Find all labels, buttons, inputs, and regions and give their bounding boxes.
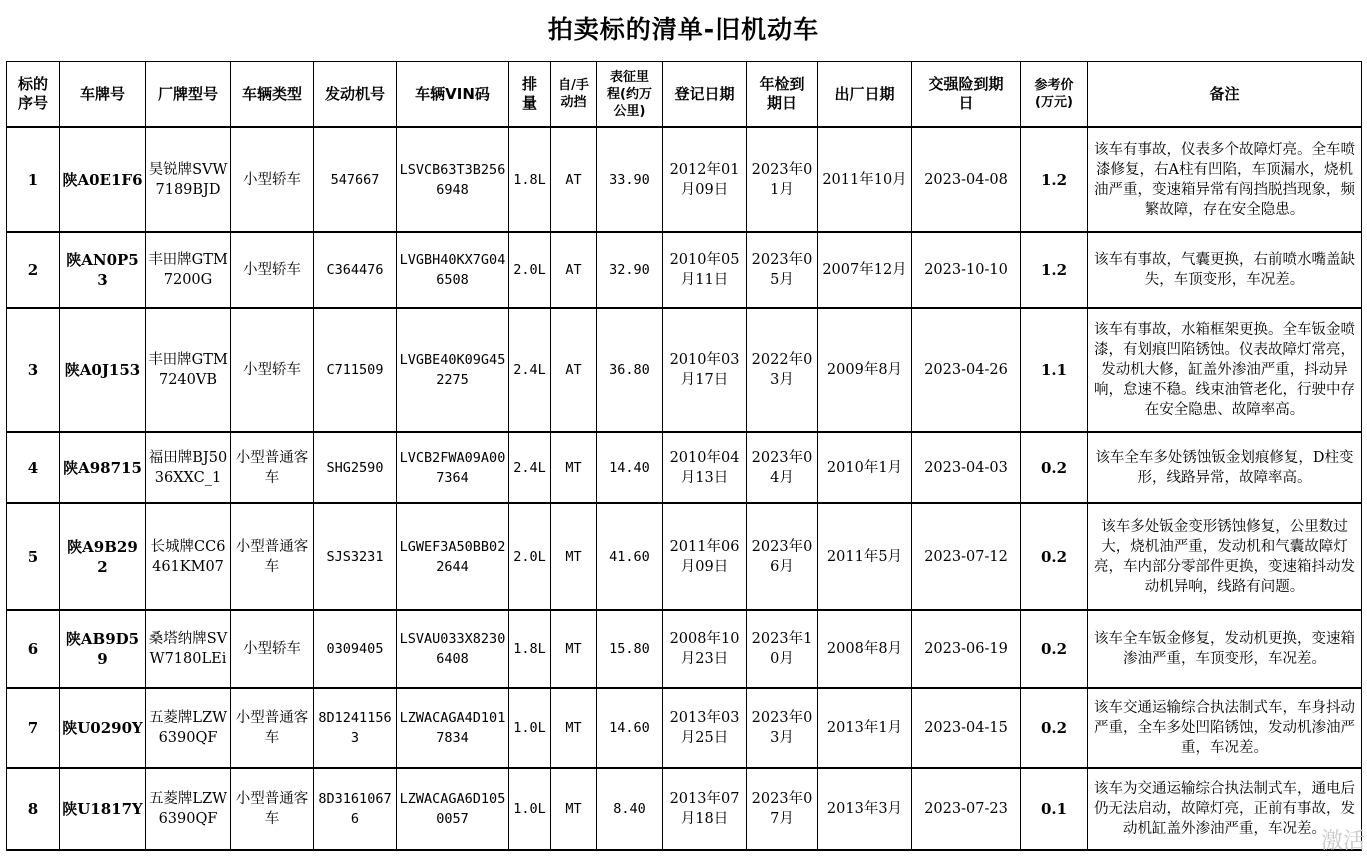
cell-factory-date: 2008年8月: [818, 610, 912, 688]
cell-model: 长城牌CC6461KM07: [146, 503, 231, 610]
cell-engine: SHG2590: [314, 432, 397, 503]
cell-inspection-date: 2023年06月: [747, 503, 818, 610]
cell-engine: C364476: [314, 232, 397, 308]
cell-type: 小型普通客车: [231, 688, 314, 768]
header-note: 备注: [1088, 62, 1362, 128]
table-row: [7, 127, 1362, 232]
cell-register-date: 2013年07月18日: [663, 768, 747, 850]
cell-register-date: 2010年03月17日: [663, 308, 747, 432]
cell-seq: 8: [7, 768, 60, 850]
cell-note: 该车全车多处锈蚀钣金划痕修复，D柱变形，线路异常，故障率高。: [1088, 432, 1362, 503]
cell-type: 小型轿车: [231, 127, 314, 232]
cell-plate: 陕A0E1F6: [60, 127, 146, 232]
cell-note: 该车多处钣金变形锈蚀修复，公里数过大，烧机油严重，发动机和气囊故障灯亮，车内部分零部件更换，变速箱抖动发动机异响，线路有问题。: [1088, 503, 1362, 610]
cell-engine: 547667: [314, 127, 397, 232]
cell-factory-date: 2013年1月: [818, 688, 912, 768]
cell-insurance-date: 2023-04-15: [912, 688, 1021, 768]
table-header-row: [7, 62, 1362, 128]
cell-model: 丰田牌GTM7200G: [146, 232, 231, 308]
cell-gear: MT: [551, 768, 597, 850]
cell-engine: 0309405: [314, 610, 397, 688]
cell-mileage: 15.80: [597, 610, 663, 688]
cell-insurance-date: 2023-06-19: [912, 610, 1021, 688]
cell-vin: LZWACAGA4D1017834: [397, 688, 509, 768]
cell-note: 该车有事故，气囊更换，右前喷水嘴盖缺失，车顶变形，车况差。: [1088, 232, 1362, 308]
cell-price: 1.2: [1021, 127, 1088, 232]
cell-note: 该车有事故，水箱框架更换。全车钣金喷漆，有划痕凹陷锈蚀。仪表故障灯常亮，发动机大修，缸盖外渗油严重，抖动异响，怠速不稳。线束油管老化，行驶中存在安全隐患、故障率高。: [1088, 308, 1362, 432]
cell-mileage: 8.40: [597, 768, 663, 850]
cell-register-date: 2010年05月11日: [663, 232, 747, 308]
header-register: 登记日期: [663, 62, 747, 128]
header-insurance: 交强险到期 日: [912, 62, 1021, 128]
cell-engine: 8D12411563: [314, 688, 397, 768]
cell-type: 小型普通客车: [231, 503, 314, 610]
cell-displacement: 1.8L: [509, 610, 551, 688]
cell-mileage: 32.90: [597, 232, 663, 308]
header-inspection: 年检到 期日: [747, 62, 818, 128]
table-row: [7, 432, 1362, 503]
cell-seq: 2: [7, 232, 60, 308]
cell-factory-date: 2011年5月: [818, 503, 912, 610]
cell-mileage: 41.60: [597, 503, 663, 610]
cell-inspection-date: 2023年03月: [747, 688, 818, 768]
cell-note: 该车为交通运输综合执法制式车，通电后仍无法启动，故障灯亮，正前有事故，发动机缸盖外渗油严重，车况差。: [1088, 768, 1362, 850]
cell-note: 该车有事故，仪表多个故障灯亮。全车喷漆修复，右A柱有凹陷，车顶漏水，烧机油严重，变速箱异常有闯挡脱挡现象，频繁故障，存在安全隐患。: [1088, 127, 1362, 232]
cell-type: 小型轿车: [231, 232, 314, 308]
cell-inspection-date: 2022年03月: [747, 308, 818, 432]
cell-displacement: 1.0L: [509, 688, 551, 768]
page-title: 拍卖标的清单-旧机动车: [547, 15, 820, 44]
cell-gear: AT: [551, 127, 597, 232]
cell-model: 昊锐牌SVW7189BJD: [146, 127, 231, 232]
cell-plate: 陕A0J153: [60, 308, 146, 432]
cell-mileage: 14.60: [597, 688, 663, 768]
cell-plate: 陕A98715: [60, 432, 146, 503]
cell-insurance-date: 2023-10-10: [912, 232, 1021, 308]
cell-factory-date: 2010年1月: [818, 432, 912, 503]
header-displacement: 排 量: [509, 62, 551, 128]
cell-mileage: 14.40: [597, 432, 663, 503]
cell-plate: 陕A9B292: [60, 503, 146, 610]
cell-vin: LZWACAGA6D1050057: [397, 768, 509, 850]
cell-price: 0.1: [1021, 768, 1088, 850]
cell-note: 该车全车钣金修复，发动机更换，变速箱渗油严重，车顶变形，车况差。: [1088, 610, 1362, 688]
cell-model: 福田牌BJ5036XXC_1: [146, 432, 231, 503]
table-row: [7, 232, 1362, 308]
cell-plate: 陕U1817Y: [60, 768, 146, 850]
header-gear: 自/手 动挡: [551, 62, 597, 128]
cell-vin: LVCB2FWA09A007364: [397, 432, 509, 503]
table-row: [7, 503, 1362, 610]
cell-register-date: 2011年06月09日: [663, 503, 747, 610]
cell-type: 小型轿车: [231, 308, 314, 432]
cell-displacement: 2.4L: [509, 308, 551, 432]
header-plate: 车牌号: [60, 62, 146, 128]
cell-seq: 7: [7, 688, 60, 768]
cell-seq: 6: [7, 610, 60, 688]
cell-mileage: 33.90: [597, 127, 663, 232]
header-mileage: 表征里 程(约万 公里): [597, 62, 663, 128]
cell-insurance-date: 2023-04-26: [912, 308, 1021, 432]
cell-gear: MT: [551, 688, 597, 768]
cell-price: 1.2: [1021, 232, 1088, 308]
cell-note: 该车交通运输综合执法制式车，车身抖动严重，全车多处凹陷锈蚀，发动机渗油严重，车况差。: [1088, 688, 1362, 768]
cell-price: 0.2: [1021, 503, 1088, 610]
header-factory: 出厂日期: [818, 62, 912, 128]
cell-gear: MT: [551, 610, 597, 688]
header-seq: 标的 序号: [7, 62, 60, 128]
cell-inspection-date: 2023年10月: [747, 610, 818, 688]
cell-insurance-date: 2023-07-23: [912, 768, 1021, 850]
cell-model: 丰田牌GTM7240VB: [146, 308, 231, 432]
cell-register-date: 2013年03月25日: [663, 688, 747, 768]
cell-model: 五菱牌LZW6390QF: [146, 768, 231, 850]
header-type: 车辆类型: [231, 62, 314, 128]
cell-model: 五菱牌LZW6390QF: [146, 688, 231, 768]
cell-register-date: 2010年04月13日: [663, 432, 747, 503]
cell-price: 0.2: [1021, 432, 1088, 503]
table-row: [7, 688, 1362, 768]
cell-plate: 陕U0290Y: [60, 688, 146, 768]
cell-displacement: 1.8L: [509, 127, 551, 232]
cell-factory-date: 2007年12月: [818, 232, 912, 308]
cell-factory-date: 2011年10月: [818, 127, 912, 232]
cell-gear: MT: [551, 432, 597, 503]
cell-price: 0.2: [1021, 610, 1088, 688]
cell-inspection-date: 2023年01月: [747, 127, 818, 232]
cell-insurance-date: 2023-07-12: [912, 503, 1021, 610]
table-row: [7, 610, 1362, 688]
header-model: 厂牌型号: [146, 62, 231, 128]
cell-plate: 陕AB9D59: [60, 610, 146, 688]
cell-inspection-date: 2023年04月: [747, 432, 818, 503]
cell-seq: 4: [7, 432, 60, 503]
cell-type: 小型轿车: [231, 610, 314, 688]
cell-displacement: 2.0L: [509, 503, 551, 610]
cell-displacement: 2.4L: [509, 432, 551, 503]
cell-mileage: 36.80: [597, 308, 663, 432]
activation-watermark: 激活: [1320, 829, 1365, 854]
cell-vin: LSVAU033X82306408: [397, 610, 509, 688]
cell-factory-date: 2009年8月: [818, 308, 912, 432]
cell-price: 1.1: [1021, 308, 1088, 432]
cell-register-date: 2008年10月23日: [663, 610, 747, 688]
cell-insurance-date: 2023-04-08: [912, 127, 1021, 232]
cell-vin: LVGBH40KX7G046508: [397, 232, 509, 308]
cell-engine: SJS3231: [314, 503, 397, 610]
cell-inspection-date: 2023年07月: [747, 768, 818, 850]
cell-gear: MT: [551, 503, 597, 610]
cell-engine: 8D31610676: [314, 768, 397, 850]
cell-factory-date: 2013年3月: [818, 768, 912, 850]
table-row: [7, 308, 1362, 432]
cell-displacement: 2.0L: [509, 232, 551, 308]
header-price: 参考价 (万元): [1021, 62, 1088, 128]
header-engine: 发动机号: [314, 62, 397, 128]
cell-seq: 1: [7, 127, 60, 232]
auction-vehicle-table: [6, 61, 1362, 851]
cell-vin: LVGBE40K09G452275: [397, 308, 509, 432]
cell-type: 小型普通客车: [231, 432, 314, 503]
cell-displacement: 1.0L: [509, 768, 551, 850]
cell-price: 0.2: [1021, 688, 1088, 768]
header-vin: 车辆VIN码: [397, 62, 509, 128]
cell-seq: 5: [7, 503, 60, 610]
cell-type: 小型普通客车: [231, 768, 314, 850]
cell-model: 桑塔纳牌SVW7180LEi: [146, 610, 231, 688]
cell-vin: LGWEF3A50BB022644: [397, 503, 509, 610]
table-row: [7, 768, 1362, 850]
cell-insurance-date: 2023-04-03: [912, 432, 1021, 503]
cell-seq: 3: [7, 308, 60, 432]
cell-gear: AT: [551, 308, 597, 432]
cell-vin: LSVCB63T3B2566948: [397, 127, 509, 232]
cell-engine: C711509: [314, 308, 397, 432]
cell-gear: AT: [551, 232, 597, 308]
cell-plate: 陕AN0P53: [60, 232, 146, 308]
cell-register-date: 2012年01月09日: [663, 127, 747, 232]
cell-inspection-date: 2023年05月: [747, 232, 818, 308]
